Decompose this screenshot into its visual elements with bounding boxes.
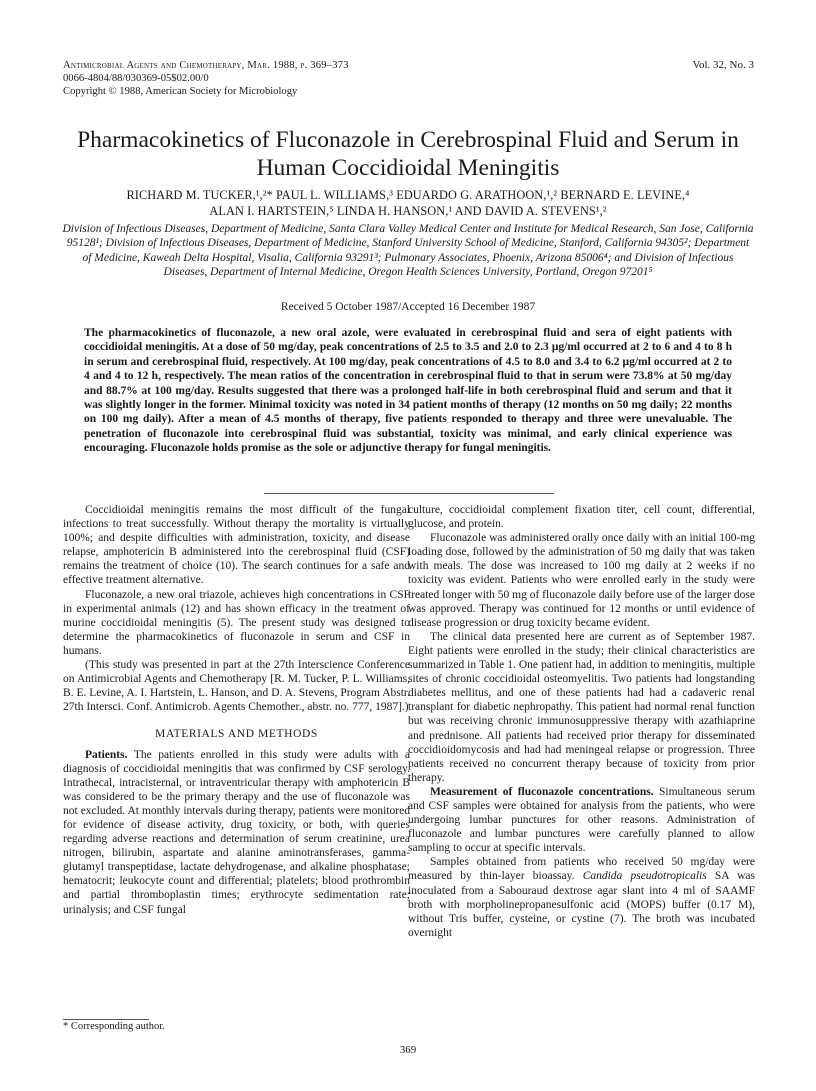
measurement-paragraph [408,785,755,855]
issn-line: 0066-4804/88/030369-05$02.00/0 [63,73,209,84]
copyright-line: Copyright © 1988, American Society for Microbiology [63,86,298,97]
abstract-divider [264,493,554,494]
author-line-2: ALAN I. HARTSTEIN,⁵ LINDA H. HANSON,¹ AND DAVID A. STEVENS¹,² [209,204,607,218]
intro-paragraph-2: Fluconazole, a new oral triazole, achieves high concentrations in CSF in experimental animals (12) and has shown efficacy in the treatment of murine coccidioidal meningitis (5). The present study was designed to determine the pharmacokinetics of fluconazole in serum and CSF in humans. [63,588,410,657]
bioassay-text-a: Samples obtained from patients who received 50 mg/day were measured by thin-layer bioassay. [408,856,755,883]
volume-issue: Vol. 32, No. 3 [692,59,754,71]
right-column [408,503,755,940]
measurement-heading: Measurement of fluconazole concentrations. [430,785,654,798]
page-number: 369 [399,1044,417,1056]
corresponding-author-footnote: * Corresponding author. [63,1021,165,1032]
left-column [63,503,410,917]
section-heading-methods: MATERIALS AND METHODS [155,728,318,741]
intro-paragraph-1: Coccidioidal meningitis remains the most difficult of the fungal infections to treat successfully. Without therapy the mortality is virtually 100%; and despite difficulties with administration, toxicity, and disease relapse, amphotericin B administered into the cerebrospinal fluid (CSF) remains the treatment of choice (10). The search continues for a safe and effective treatment alternative. [63,504,410,587]
journal-header [63,59,463,98]
footnote-divider [63,1019,149,1020]
measurement-text: Simultaneous serum and CSF samples were obtained for analysis from the patients, who were undergoing lumbar punctures for other reasons. Administration of fluconazole and lumbar punctures were carefully planned to allow sampling to occur at specific intervals. [408,785,756,855]
bioassay-text-b: SA was inoculated from a Sabouraud dextrose agar slant into 4 ml of SAAMF broth with morpholinepropanesulfonic acid (MOPS) buffer (0.17 M), without Tris buffer, cysteine, or cystine (7). The broth was incubated overnight [408,870,756,939]
received-dates: Received 5 October 1987/Accepted 16 December 1987 [280,301,536,313]
article-title: Pharmacokinetics of Fluconazole in Cerebrospinal Fluid and Serum in Human Coccidioidal Meningitis [77,127,739,181]
author-list [60,187,756,219]
clinical-data-paragraph: The clinical data presented here are current as of September 1987. Eight patients were enrolled in the study; their clinical characteristics are summarized in Table 1. One patient had, in addition to meningitis, multiple sites of chronic coccidioidal osteomyelitis. Two patients had longstanding diabetes mellitus, and one of these patients had had a cadaveric renal transplant for diabetic nephropathy. This patient had normal renal function but was receiving chronic immunosuppressive therapy with azathiaprine and prednisone. All patients had received prior therapy for disseminated coccidioidomycosis and had had meningeal relapse or progression. Three patients received no concurrent therapy because of toxicity from prior therapy. [408,630,755,784]
patients-heading: Patients. [85,748,128,761]
patients-text: The patients enrolled in this study were adults with a diagnosis of coccidioidal meningitis that was confirmed by CSF serology. Intrathecal, intracisternal, or intraventricular therapy with amphotericin B was considered to be the primary therapy and the use of fluconazole was not excluded. At monthly intervals during therapy, patients were monitored for evidence of disease activity, drug toxicity, or both, with queries regarding adverse reactions and determination of serum creatinine, urea nitrogen, bilirubin, aspartate and alanine aminotransferases, gamma-glutamyl transpeptidase, lactate dehydrogenase, and alkaline phosphatase; hematocrit; leukocyte count and differential; platelets; blood prothrombin and partial thromboplastin times; erythrocyte sedimentation rate; urinalysis; and CSF fungal [63,748,411,916]
continued-paragraph: culture, coccidioidal complement fixation titer, cell count, differential, glucose, and protein. [408,504,755,531]
journal-citation: Antimicrobial Agents and Chemotherapy, Mar. 1988, p. 369–373 [63,60,349,71]
dosing-paragraph: Fluconazole was administered orally once daily with an initial 100-mg loading dose, followed by the administration of 50 mg daily that was taken with meals. The dose was increased to 100 mg daily at 2 weeks if no toxicity was evident. Patients who were enrolled early in the study were treated longer with 50 mg of fluconazole daily before use of the larger dose was approved. Therapy was continued for 12 months or until evidence of disease progression or drug toxicity became evident. [408,532,755,629]
presentation-note: (This study was presented in part at the 27th Interscience Conference on Antimicrobial Agents and Chemotherapy [R. M. Tucker, P. L. Williams, B. E. Levine, A. I. Hartstein, L. Hanson, and D. A. Stevens, Program Abstr. 27th Intersci. Conf. Antimicrob. Agents Chemother., abstr. no. 777, 1987].) [63,659,410,714]
bioassay-paragraph [408,855,755,940]
affiliations: Division of Infectious Diseases, Department of Medicine, Santa Clara Valley Medical Center and Institute for Medical Research, San Jose, California 95128¹; Division of Infectious Diseases, Department of Medicine, Stanford University School of Medicine, Stanford, California 94305²; Department of Medicine, Kaweah Delta Hospital, Visalia, California 93291³; Pulmonary Associates, Phoenix, Arizona 85006⁴; and Division of Infectious Diseases, Department of Internal Medicine, Oregon Health Sciences University, Portland, Oregon 97201⁵ [62,223,754,278]
species-name: Candida pseudotropicalis [582,870,707,883]
patients-paragraph [63,748,410,917]
abstract: The pharmacokinetics of fluconazole, a new oral azole, were evaluated in cerebrospinal fluid and sera of eight patients with coccidioidal meningitis. At a dose of 50 mg/day, peak concentrations of 2.5 to 3.5 and 2.0 to 2.3 μg/ml occurred at 2 to 6 and 4 to 8 h in serum and cerebrospinal fluid, respectively. At 100 mg/day, peak concentrations of 4.5 to 8.0 and 3.4 to 6.2 μg/ml occurred at 2 to 4 and 4 to 12 h, respectively. The mean ratios of the concentration in cerebrospinal fluid to that in serum were 73.8% at 50 mg/day and 88.7% at 100 mg/day. Results suggested that there was a prolonged half-life in both cerebrospinal fluid and serum and that it was slightly longer in the former. Minimal toxicity was noted in 34 patient months of therapy (12 months on 50 mg daily; 22 months on 100 mg daily). After a mean of 4.5 months of therapy, five patients responded to therapy and three were unevaluable. The penetration of fluconazole into cerebrospinal fluid was substantial, toxicity was minimal, and early clinical experience was encouraging. Fluconazole holds promise as the sole or adjunctive therapy for fungal meningitis. [84,327,732,455]
author-line-1: RICHARD M. TUCKER,¹,²* PAUL L. WILLIAMS,³ EDUARDO G. ARATHOON,¹,² BERNARD E. LEVINE,⁴ [126,188,690,202]
